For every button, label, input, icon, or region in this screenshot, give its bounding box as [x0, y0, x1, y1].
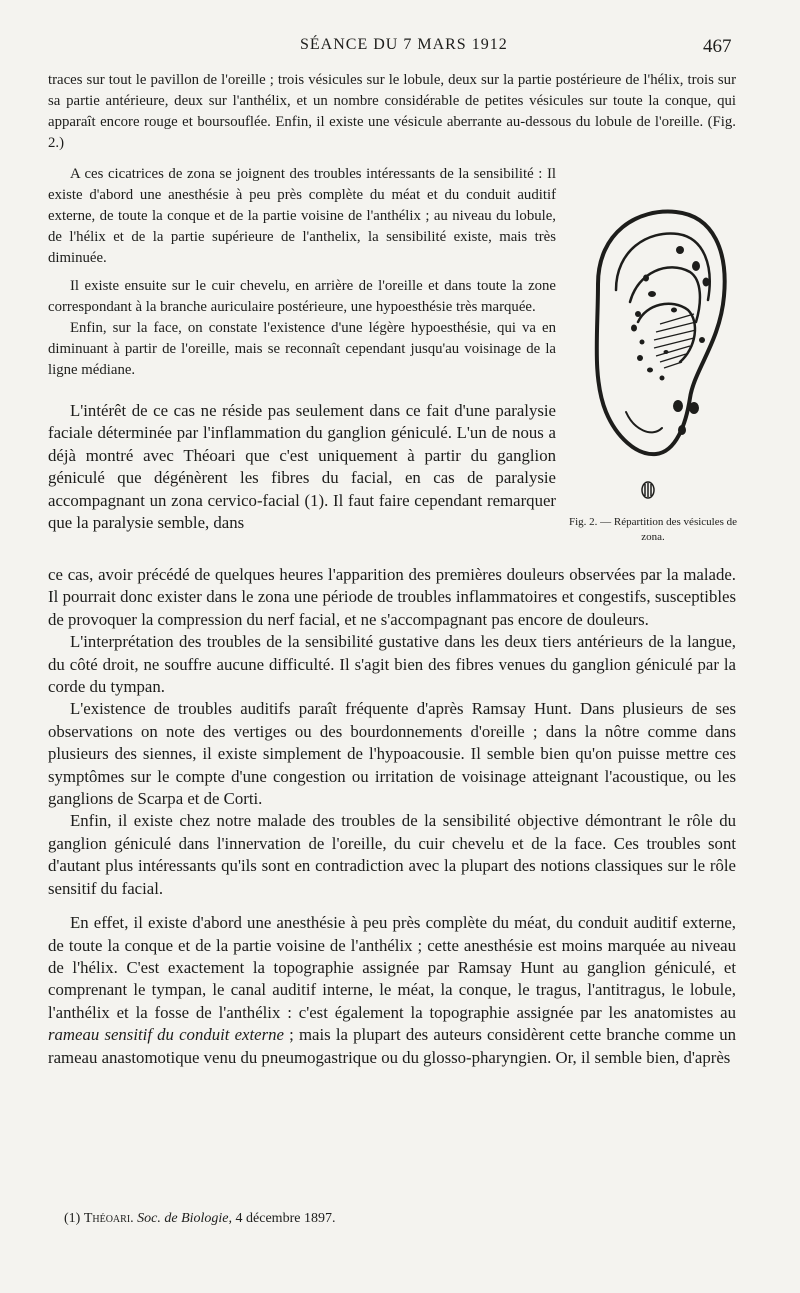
- helix-outline: [597, 212, 725, 455]
- page-number: 467: [703, 36, 732, 57]
- paragraph: L'existence de troubles auditifs paraît fréquente d'après Ramsay Hunt. Dans plusieurs de ses observations on note des vertiges ou des bourdonnements d'oreille ; dans la nôtre comme dans plusieurs des siennes, il existe simplement de l'hypoacousie. Il semble bien qu'on puisse mettre ces symptômes sur le compte d'une congestion ou irritation de voisinage atteignant l'acoustique, ou les ganglions de Scarpa et de Corti.: [48, 699, 736, 809]
- text-run: En effet, il existe d'abord une anesthésie à peu près complète du méat, du conduit auditif externe, de toute la conque et de la partie voisine de l'anthélix ; cette anesthésie est moins marquée au niveau de l'hélix. C'est exactement la topographie assignée par Ramsay Hunt au ganglion géniculé, et comprenant le tympan, le canal auditif interne, le méat, la conque, le tragus, l'antitragus, le lobule, l'anthélix et la fosse de l'anthélix : c'est également la topographie assignée par les anatomistes au: [48, 913, 736, 1022]
- italic-term: rameau sensitif du conduit externe: [48, 1025, 284, 1045]
- paragraph: A ces cicatrices de zona se joignent des troubles intéressants de la sensibilité : Il existe d'abord une anesthésie à peu près complète du méat et du conduit auditif externe, de toute la conque et de la partie voisine de l'anthélix ; au niveau du lobule, de l'hélix et de la partie supérieure de l'anthelix, la sensibilité existe, mais très diminuée.: [48, 166, 556, 266]
- paragraph: Il existe ensuite sur le cuir chevelu, en arrière de l'oreille et dans toute la zone correspondant à la branche auriculaire postérieure, une hypoesthésie très marquée.: [48, 278, 556, 315]
- paragraph: [48, 912, 736, 1069]
- paragraph: Enfin, sur la face, on constate l'existence d'une légère hypoesthésie, qui va en diminuant à partir de l'oreille, mais se reconnaît cependant jusqu'au voisinage de la ligne médiane.: [48, 320, 556, 378]
- footnote-author: Théoari.: [83, 1211, 134, 1226]
- footnote: [64, 1211, 744, 1227]
- paragraph: Enfin, il existe chez notre malade des troubles de la sensibilité objective démontrant le rôle du ganglion géniculé dans l'innervation de l'oreille, du cuir chevelu et de la face. Ces troubles sont d'autant plus intéressants qu'ils sont en contradiction avec la plupart des notions classiques sur le rôle sensitif du facial.: [48, 811, 736, 898]
- narrow-column-small: [48, 164, 556, 381]
- top-paragraph-block: [48, 70, 736, 154]
- text-run: ; mais la plupart des auteurs considèrent cette branche comme un rameau anastomotique venu du pneumogastrique ou du glosso-pharyngien. Or, il semble bien, d'après: [48, 1025, 736, 1067]
- paragraph: traces sur tout le pavillon de l'oreille ; trois vésicules sur le lobule, deux sur la partie postérieure de l'hélix, trois sur sa partie antérieure, deux sur l'anthélix, et un nombre considérable de petites vésicules sur toute la conque, qui apparaît encore rouge et boursouflée. Enfin, il existe une vésicule aberrante au-dessous du lobule de l'oreille. (Fig. 2.): [48, 72, 736, 151]
- running-head: SÉANCE DU 7 MARS 1912: [300, 36, 508, 53]
- narrow-column-large: [48, 400, 556, 534]
- ear-illustration: [568, 192, 738, 512]
- footnote-source: Soc. de Biologie,: [137, 1211, 233, 1226]
- vesicle-dots: [631, 246, 710, 435]
- figure-caption: Fig. 2. — Répartition des vésicules de zona.: [568, 516, 738, 543]
- page-header: [0, 34, 800, 58]
- aberrant-vesicle: [642, 482, 654, 498]
- paragraph: L'interprétation des troubles de la sensibilité gustative dans les deux tiers antérieurs de la langue, du côté droit, ne souffre aucune difficulté. Il s'agit bien des fibres venues du ganglion géniculé par la corde du tympan.: [48, 632, 736, 697]
- paragraph: L'intérêt de ce cas ne réside pas seulement dans ce fait d'une paralysie faciale déterminée par l'inflammation du ganglion géniculé. L'un de nous a déjà montré avec Théoari que c'est uniquement à partir du ganglion géniculé que dégénèrent les fibres du facial, en cas de paralysie accompagnant un zona cervico-facial (1). Il faut faire cependant remarquer que la paralysie semble, dans: [48, 401, 556, 533]
- main-text: [48, 564, 736, 1069]
- paragraph: ce cas, avoir précédé de quelques heures l'apparition des premières douleurs observées par la malade. Il pourrait donc exister dans le zona une période de troubles inflammatoires et congestifs, susceptibles de provoquer la compression du nerf facial, et ne s'accompagnant pas encore de douleurs.: [48, 565, 736, 629]
- footnote-marker: (1): [64, 1211, 81, 1226]
- lobule-outline: [626, 412, 662, 432]
- footnote-date: 4 décembre 1897.: [235, 1211, 336, 1226]
- ear-figure: [568, 192, 738, 552]
